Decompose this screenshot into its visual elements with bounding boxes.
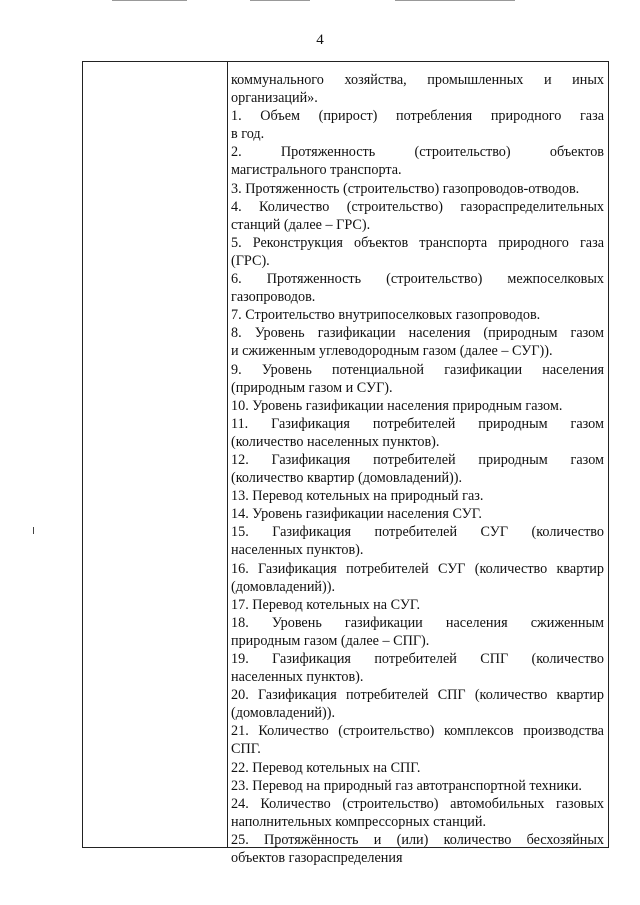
text-line: газопроводов. — [231, 289, 316, 306]
column-divider — [227, 62, 228, 847]
text-line: населенных пунктов). — [231, 669, 364, 686]
text-line: 24. Количество (строительство) автомобильных газовых — [231, 795, 604, 812]
text-line: 7. Строительство внутрипоселковых газопроводов. — [231, 307, 541, 324]
text-line: 17. Перевод котельных на СУГ. — [231, 596, 421, 613]
text-line: в год. — [231, 126, 265, 143]
text-line: 14. Уровень газификации населения СУГ. — [231, 506, 482, 523]
text-line: 23. Перевод на природный газ автотранспортной техники. — [231, 777, 582, 794]
text-line: СПГ. — [231, 741, 261, 758]
indicators-column — [231, 71, 604, 867]
scan-top-rule — [250, 0, 310, 1]
text-line: 5. Реконструкция объектов транспорта природного газа — [231, 234, 604, 251]
document-table — [82, 61, 609, 867]
text-line: 25. Протяжённость и (или) количество бесхозяйных — [231, 831, 604, 848]
text-line: 13. Перевод котельных на природный газ. — [231, 488, 484, 505]
text-line: 8. Уровень газификации населения (природным газом — [231, 325, 604, 342]
text-line: 10. Уровень газификации населения природным газом. — [231, 397, 563, 414]
text-line: 12. Газификация потребителей природным газом — [231, 451, 604, 468]
text-line: населенных пунктов). — [231, 542, 364, 559]
text-line: коммунального хозяйства, промышленных и иных — [231, 72, 604, 88]
scan-top-rule — [395, 0, 515, 1]
text-line: (ГРС). — [231, 252, 270, 269]
text-line: и сжиженным углеводородным газом (далее – СУГ)). — [231, 343, 553, 360]
text-line: объектов газораспределения — [231, 850, 403, 867]
text-line: (домовладений)). — [231, 578, 336, 595]
text-line: (количество квартир (домовладений)). — [231, 470, 463, 487]
text-line: (природным газом и СУГ). — [231, 379, 393, 396]
text-line: организаций». — [231, 90, 318, 107]
text-line: 11. Газификация потребителей природным газом — [231, 415, 604, 432]
text-line: 20. Газификация потребителей СПГ (количество квартир — [231, 687, 604, 704]
text-line: 21. Количество (строительство) комплексов производства — [231, 723, 604, 740]
text-line: 6. Протяженность (строительство) межпоселковых — [231, 271, 604, 288]
text-line: магистрального транспорта. — [231, 162, 402, 179]
text-line: 19. Газификация потребителей СПГ (количество — [231, 651, 604, 667]
text-line: 2. Протяженность (строительство) объектов — [231, 144, 604, 161]
text-line: 22. Перевод котельных на СПГ. — [231, 759, 421, 776]
text-line: 3. Протяженность (строительство) газопроводов-отводов. — [231, 180, 580, 197]
text-line: наполнительных компрессорных станций. — [231, 813, 487, 830]
text-line: 18. Уровень газификации населения сжиженным — [231, 614, 604, 631]
text-line: 15. Газификация потребителей СУГ (количество — [231, 524, 604, 541]
page-number: 4 — [316, 32, 324, 48]
text-line: 1. Объем (прирост) потребления природного газа — [231, 108, 604, 125]
text-line: (количество населенных пунктов). — [231, 433, 440, 450]
text-line: (домовладений)). — [231, 705, 336, 722]
scan-margin-mark — [33, 527, 34, 534]
text-line: 9. Уровень потенциальной газификации населения — [231, 361, 604, 378]
text-line: 4. Количество (строительство) газораспределительных — [231, 198, 604, 215]
scan-top-rule — [112, 0, 187, 1]
text-line: 16. Газификация потребителей СУГ (количество квартир — [231, 560, 604, 577]
text-line: станций (далее – ГРС). — [231, 216, 371, 233]
text-line: природным газом (далее – СПГ). — [231, 632, 430, 649]
